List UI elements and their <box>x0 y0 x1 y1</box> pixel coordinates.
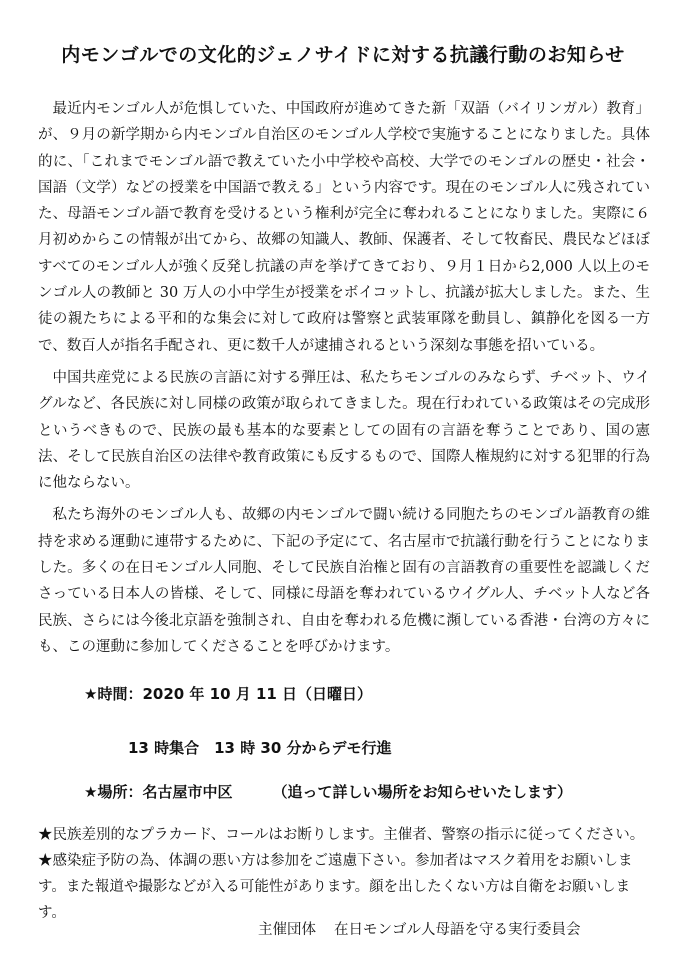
event-gathering: 13 時集合 13 時 30 分からデモ行進 <box>128 739 392 757</box>
notes <box>38 822 650 926</box>
page-title: 内モンゴルでの文化的ジェノサイドに対する抗議行動のお知らせ <box>61 44 625 66</box>
paragraph-call-to-action: 私たち海外のモンゴル人も、故郷の内モンゴルで闘い続ける同胞たちのモンゴル語教育の維持を求める運動に連帯するために、下記の予定にて、名古屋市で抗議行動を行うことになりました。多くの在日モンゴル人同胞、そして民族自治権と固有の言語教育の重要性を認識しくださっている日本人の皆様、そして、同様に母語を奪われているウイグル人、チベット人など各民族、さらには今後北京語を強制され、自由を奪われる危機に瀕している香港・台湾の方々にも、この運動に参加してくださることを呼びかけます。 <box>38 507 650 655</box>
organizer-name: 在日モンゴル人母語を守る実行委員会 <box>334 922 581 938</box>
paragraph-policy: 中国共産党による民族の言語に対する弾圧は、私たちモンゴルのみならず、チベット、ウイグルなど、各民族に対し同様の政策が取られてきました。現在行われている政策はその完成形というべきもので、民族の最も基本的な要素としての固有の言語を奪うことであり、国の憲法、そして民族自治区の法律や教育政策にも反するもので、国際人権規約に対する犯罪的行為に他ならない。 <box>38 369 650 492</box>
organizer <box>258 918 581 939</box>
body-text <box>38 96 650 666</box>
note-placards: ★民族差別的なプラカード、コールはお断りします。主催者、警察の指示に従ってください。 <box>38 827 645 843</box>
organizer-label: 主催団体 <box>258 922 316 938</box>
event-time: ★時間：2020 年 10 月 11 日（日曜日） <box>84 685 373 703</box>
event-place-line <box>84 781 572 802</box>
event-place: ★場所：名古屋市中区 <box>84 783 233 801</box>
note-health: ★感染症予防の為、体調の悪い方は参加をご遠慮下さい。参加者はマスク着用をお願いします。また報道や撮影などが入る可能性があります。顔を出したくない方は自衛をお願いします。 <box>38 853 633 921</box>
paragraph-background: 最近内モンゴル人が危惧していた、中国政府が進めてきた新「双語（バイリンガル）教育」が、９月の新学期から内モンゴル自治区のモンゴル人学校で実施することになりました。具体的に、「これまでモンゴル語で教えていた小中学校や高校、大学でのモンゴルの歴史・社会・国語（文学）などの授業を中国語で教える」という内容です。現在のモンゴル人に残されていた、母語モンゴル語で教育を受けるという権利が完全に奪われることになりました。実際に６月初めからこの情報が出てから、故郷の知識人、教師、保護者、そして牧畜民、農民などほぼすべてのモンゴル人が強く反発し抗議の声を挙げてきており、９月１日から2,000 人以上のモンゴル人の教師と 30 万人の小中学生が授業をボイコットし、抗議が拡大しました。また、生徒の親たちによる平和的な集会に対して政府は警察と武装軍隊を動員し、鎮静化を図る一方で、数百人が指名手配され、更に数千人が逮捕されるという深刻な事態を招いている。 <box>38 101 650 354</box>
event-place-note: （追って詳しい場所をお知らせいたします） <box>272 783 573 801</box>
